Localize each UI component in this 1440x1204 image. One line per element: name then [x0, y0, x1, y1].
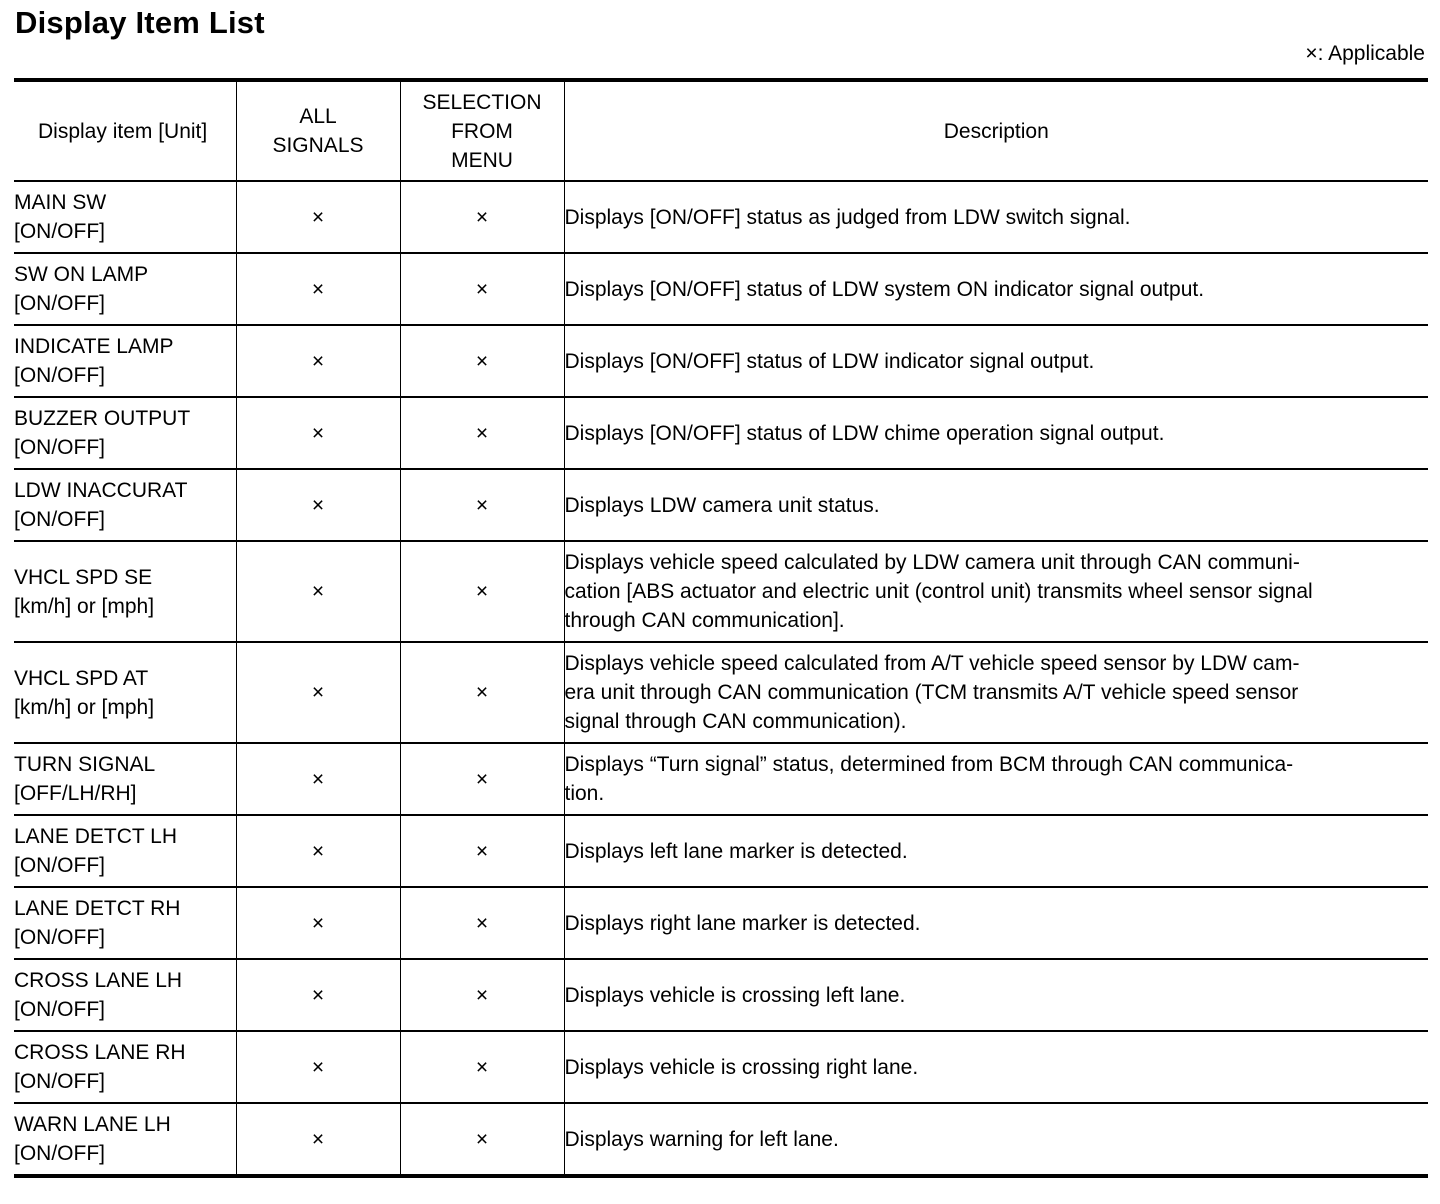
display-item-text: CROSS LANE LH [14, 969, 183, 992]
description-cell [564, 541, 1428, 642]
description-text: Displays “Turn signal” status, determined from BCM through CAN communica- [564, 753, 1294, 776]
display-item-cell [14, 253, 236, 325]
display-item-cell [14, 541, 236, 642]
display-item-text: VHCL SPD SE [14, 565, 153, 589]
table-header-row [14, 80, 1428, 181]
display-item-text: [ON/OFF] [14, 1142, 105, 1165]
table-row [14, 1103, 1428, 1176]
description-cell [564, 181, 1428, 253]
description-text: tion. [564, 782, 605, 805]
all-signals-mark: × [236, 253, 400, 325]
table-row [14, 642, 1428, 743]
description-text: Displays warning for left lane. [564, 1127, 839, 1151]
display-item-cell [14, 469, 236, 541]
selection-from-menu-mark: × [400, 397, 564, 469]
display-item-text: MAIN SW [14, 191, 107, 214]
all-signals-mark: × [236, 1031, 400, 1103]
description-cell [564, 325, 1428, 397]
all-signals-mark: × [236, 743, 400, 815]
description-cell [564, 397, 1428, 469]
selection-from-menu-mark: × [400, 815, 564, 887]
header-all-signals-line: SIGNALS [272, 134, 364, 157]
display-item-cell [14, 325, 236, 397]
all-signals-mark: × [236, 887, 400, 959]
display-item-cell [14, 959, 236, 1031]
description-cell [564, 815, 1428, 887]
display-item-text: [ON/OFF] [14, 998, 105, 1021]
selection-from-menu-mark: × [400, 325, 564, 397]
display-item-text: [ON/OFF] [14, 220, 105, 243]
description-cell [564, 1031, 1428, 1103]
all-signals-mark: × [236, 397, 400, 469]
display-item-cell [14, 1103, 236, 1176]
selection-from-menu-mark: × [400, 541, 564, 642]
selection-from-menu-mark: × [400, 469, 564, 541]
all-signals-mark: × [236, 959, 400, 1031]
header-selection-line: MENU [451, 148, 513, 172]
display-item-text: LDW INACCURAT [14, 479, 188, 502]
description-cell [564, 1103, 1428, 1176]
header-description: Description [564, 80, 1428, 181]
display-item-cell [14, 743, 236, 815]
description-text: Displays [ON/OFF] status as judged from LDW switch signal. [564, 205, 1131, 229]
description-text: Displays [ON/OFF] status of LDW system ON indicator signal output. [564, 277, 1205, 301]
display-item-text: [km/h] or [mph] [14, 695, 155, 719]
display-item-text: VHCL SPD AT [14, 666, 149, 690]
header-selection-from-menu [400, 80, 564, 181]
description-cell [564, 253, 1428, 325]
table-row [14, 743, 1428, 815]
selection-from-menu-mark: × [400, 959, 564, 1031]
display-item-text: SW ON LAMP [14, 263, 149, 286]
display-item-text: CROSS LANE RH [14, 1041, 186, 1064]
all-signals-mark: × [236, 469, 400, 541]
display-item-cell [14, 1031, 236, 1103]
display-item-text: WARN LANE LH [14, 1113, 171, 1136]
display-item-cell [14, 181, 236, 253]
selection-from-menu-mark: × [400, 743, 564, 815]
description-text: Displays LDW camera unit status. [564, 493, 880, 517]
header-display-item: Display item [Unit] [14, 80, 236, 181]
header-all-signals-line: ALL [299, 105, 337, 128]
table-row [14, 253, 1428, 325]
all-signals-mark: × [236, 181, 400, 253]
table-row [14, 1031, 1428, 1103]
display-item-text: [OFF/LH/RH] [14, 782, 137, 805]
description-text: Displays [ON/OFF] status of LDW chime operation signal output. [564, 421, 1165, 445]
description-cell [564, 959, 1428, 1031]
description-text: Displays [ON/OFF] status of LDW indicator signal output. [564, 349, 1095, 373]
description-text: era unit through CAN communication (TCM transmits A/T vehicle speed sensor [564, 681, 1299, 704]
header-all-signals [236, 80, 400, 181]
header-selection-line: SELECTION [422, 90, 542, 114]
display-item-text: LANE DETCT LH [14, 825, 177, 848]
display-item-cell [14, 887, 236, 959]
description-text: Displays left lane marker is detected. [564, 839, 908, 863]
all-signals-mark: × [236, 1103, 400, 1176]
display-item-table [14, 78, 1428, 1178]
table-row [14, 541, 1428, 642]
description-text: Displays vehicle is crossing left lane. [564, 983, 906, 1007]
display-item-text: [ON/OFF] [14, 926, 105, 949]
display-item-text: INDICATE LAMP [14, 335, 174, 358]
display-item-text: BUZZER OUTPUT [14, 407, 191, 430]
description-text: Displays vehicle speed calculated from A/T vehicle speed sensor by LDW cam- [564, 652, 1300, 675]
description-text: Displays vehicle speed calculated by LDW camera unit through CAN communi- [564, 551, 1300, 574]
display-item-text: [ON/OFF] [14, 1070, 105, 1093]
display-item-text: [ON/OFF] [14, 854, 105, 877]
table-row [14, 815, 1428, 887]
selection-from-menu-mark: × [400, 1103, 564, 1176]
description-text: Displays vehicle is crossing right lane. [564, 1055, 919, 1079]
table-body [14, 181, 1428, 1176]
selection-from-menu-mark: × [400, 887, 564, 959]
description-cell [564, 887, 1428, 959]
applicable-legend: ×: Applicable [1305, 42, 1425, 65]
description-text: signal through CAN communication). [564, 710, 907, 733]
table-row [14, 887, 1428, 959]
table-row [14, 959, 1428, 1031]
table-row [14, 397, 1428, 469]
display-item-text: [ON/OFF] [14, 436, 105, 459]
display-item-text: TURN SIGNAL [14, 753, 156, 776]
description-text: through CAN communication]. [564, 609, 845, 632]
all-signals-mark: × [236, 541, 400, 642]
table-row [14, 469, 1428, 541]
display-item-text: [km/h] or [mph] [14, 594, 155, 618]
all-signals-mark: × [236, 642, 400, 743]
all-signals-mark: × [236, 815, 400, 887]
selection-from-menu-mark: × [400, 181, 564, 253]
display-item-text: [ON/OFF] [14, 292, 105, 315]
selection-from-menu-mark: × [400, 642, 564, 743]
description-text: cation [ABS actuator and electric unit (control unit) transmits wheel sensor signal [564, 580, 1313, 603]
display-item-cell [14, 642, 236, 743]
display-item-text: [ON/OFF] [14, 508, 105, 531]
display-item-cell [14, 815, 236, 887]
all-signals-mark: × [236, 325, 400, 397]
display-item-text: [ON/OFF] [14, 364, 105, 387]
page-title: Display Item List [15, 5, 265, 40]
description-cell [564, 743, 1428, 815]
description-text: Displays right lane marker is detected. [564, 911, 921, 935]
description-cell [564, 469, 1428, 541]
selection-from-menu-mark: × [400, 1031, 564, 1103]
header-selection-line: FROM [451, 119, 513, 143]
description-cell [564, 642, 1428, 743]
display-item-text: LANE DETCT RH [14, 897, 181, 920]
table-row [14, 181, 1428, 253]
table-row [14, 325, 1428, 397]
selection-from-menu-mark: × [400, 253, 564, 325]
display-item-cell [14, 397, 236, 469]
